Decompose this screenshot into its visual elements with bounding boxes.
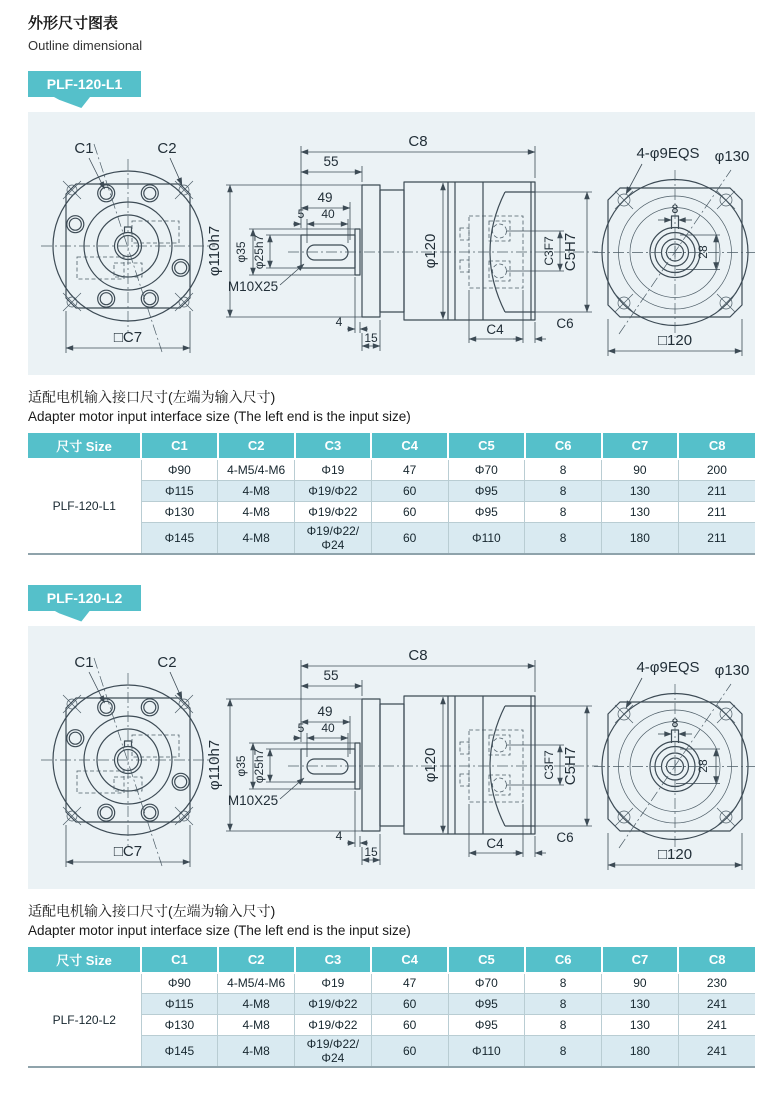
adapter-note-en: Adapter motor input interface size (The left end is the input size): [28, 409, 411, 424]
col-header-c3: C3: [295, 947, 372, 973]
dim-label-28: 28: [696, 758, 710, 773]
dim-label-c4: C4: [486, 835, 504, 851]
table-cell: 211: [678, 480, 755, 501]
table-cell: 241: [678, 994, 755, 1015]
dim-label-c8: C8: [408, 133, 428, 150]
table-cell: 8: [525, 480, 602, 501]
table-cell: Φ90: [141, 459, 218, 480]
table-cell: Φ110: [448, 1036, 525, 1068]
dim-label-phi35: φ35: [234, 754, 248, 777]
col-header-size: 尺寸 Size: [28, 433, 141, 459]
col-header-c2: C2: [218, 947, 295, 973]
table-cell: 47: [371, 973, 448, 994]
table-cell: Φ95: [448, 1015, 525, 1036]
model-badge: PLF-120-L2: [28, 585, 141, 611]
dim-label-15: 15: [364, 844, 378, 859]
dim-label-c7: □C7: [113, 329, 143, 346]
col-header-size: 尺寸 Size: [28, 947, 141, 973]
table-cell: 60: [371, 1036, 448, 1068]
table-cell: Φ145: [141, 522, 218, 554]
table-cell: 8: [525, 1015, 602, 1036]
dimension-table: [28, 433, 755, 555]
table-cell: Φ110: [448, 522, 525, 554]
header-row: [28, 947, 755, 973]
dim-label-8: 8: [671, 715, 679, 730]
table-cell: Φ95: [448, 501, 525, 522]
table-cell: Φ19/Φ22: [295, 994, 372, 1015]
table-cell: Φ70: [448, 973, 525, 994]
table-cell: 60: [371, 994, 448, 1015]
col-header-c7: C7: [602, 947, 679, 973]
outline-dimension-drawing: [28, 112, 755, 375]
table-cell: 8: [525, 994, 602, 1015]
col-header-c2: C2: [218, 433, 295, 459]
dim-label-c1: C1: [74, 140, 94, 157]
table-cell: Φ145: [141, 1036, 218, 1068]
col-header-c6: C6: [525, 433, 602, 459]
rear-view: [594, 145, 755, 356]
dim-label-c6: C6: [556, 829, 574, 845]
model-badge: PLF-120-L1: [28, 71, 141, 97]
dim-label-c3f7: C3F7: [542, 749, 556, 780]
drawing-panel: [28, 626, 755, 889]
dim-label-phi130: φ130: [714, 661, 750, 679]
section-plf-120-l2: [28, 583, 755, 1069]
table-cell: 4-M8: [218, 994, 295, 1015]
dim-label-c2: C2: [157, 140, 177, 157]
table-cell: Φ19: [295, 973, 372, 994]
dim-label-phi120: φ120: [422, 747, 439, 782]
col-header-c5: C5: [448, 947, 525, 973]
dim-label-phi130: φ130: [714, 148, 750, 165]
col-header-c3: C3: [295, 433, 372, 459]
dim-label-c5h7: C5H7: [562, 746, 579, 785]
table-cell: 211: [678, 522, 755, 554]
dim-label-c5h7: C5H7: [562, 232, 579, 272]
adapter-note-zh: 适配电机输入接口尺寸(左端为输入尺寸): [28, 389, 276, 405]
adapter-note-en: Adapter motor input interface size (The left end is the input size): [28, 922, 411, 938]
table-cell: 90: [602, 459, 679, 480]
dim-label-m10x25: M10X25: [227, 792, 279, 808]
table-cell: 4-M8: [218, 1036, 295, 1068]
table-cell: Φ19: [295, 459, 372, 480]
table-cell: Φ19/Φ22: [295, 480, 372, 501]
col-header-c8: C8: [678, 433, 755, 459]
dim-label-c6: C6: [556, 316, 574, 331]
dim-label-40: 40: [321, 207, 335, 221]
col-header-c4: C4: [371, 947, 448, 973]
dim-label-phi35: φ35: [234, 241, 248, 263]
table-cell: 8: [525, 522, 602, 554]
adapter-note-zh: 适配电机输入接口尺寸(左端为输入尺寸): [28, 902, 276, 919]
table-cell: 130: [602, 480, 679, 501]
table-cell: Φ19/Φ22/Φ24: [295, 1036, 372, 1068]
table-cell: 241: [678, 1015, 755, 1036]
table-row: [28, 973, 755, 994]
table-cell: Φ95: [448, 994, 525, 1015]
table-row: [28, 459, 755, 480]
dim-label-28: 28: [696, 245, 710, 259]
dim-label-49: 49: [317, 703, 333, 719]
table-cell: 90: [602, 973, 679, 994]
header-row: [28, 433, 755, 459]
table-cell: Φ70: [448, 459, 525, 480]
table-cell: Φ95: [448, 480, 525, 501]
dim-label-15: 15: [364, 331, 378, 345]
rear-view: [594, 659, 755, 870]
dimension-table: [28, 947, 755, 1069]
table-cell: 4-M8: [218, 480, 295, 501]
dim-label-phi25h7: φ25h7: [252, 234, 266, 270]
table-cell: 230: [678, 973, 755, 994]
table-cell: 4-M5/4-M6: [218, 459, 295, 480]
dim-label-8: 8: [671, 202, 679, 216]
side-view: [206, 133, 598, 351]
dim-label-c4: C4: [486, 322, 504, 337]
table-cell: 180: [602, 1036, 679, 1068]
table-cell: 180: [602, 522, 679, 554]
col-header-c1: C1: [141, 433, 218, 459]
table-cell: Φ130: [141, 1015, 218, 1036]
table-cell: 4-M5/4-M6: [218, 973, 295, 994]
page-subtitle: Outline dimensional: [28, 38, 143, 53]
table-cell: 60: [371, 480, 448, 501]
dim-label-55: 55: [323, 667, 339, 683]
col-header-c5: C5: [448, 433, 525, 459]
table-cell: 200: [678, 459, 755, 480]
dim-label-55: 55: [323, 154, 339, 169]
front-view: [41, 654, 215, 867]
outline-dimension-drawing: [28, 626, 755, 889]
dim-label-c7: □C7: [113, 842, 143, 860]
col-header-c4: C4: [371, 433, 448, 459]
table-cell: Φ115: [141, 994, 218, 1015]
table-cell: 211: [678, 501, 755, 522]
dim-label-5: 5: [297, 720, 305, 735]
table-cell: Φ115: [141, 480, 218, 501]
drawing-panel: [28, 112, 755, 375]
dim-label-49: 49: [317, 190, 333, 205]
dim-label-sq120: □120: [657, 845, 693, 863]
page-title: 外形尺寸图表: [28, 15, 119, 32]
table-cell: 4-M8: [218, 501, 295, 522]
table-cell: 8: [525, 459, 602, 480]
dim-label-phi120: φ120: [422, 233, 439, 269]
dim-label-m10x25: M10X25: [227, 279, 279, 294]
table-cell: 8: [525, 1036, 602, 1068]
table-cell: 130: [602, 501, 679, 522]
table-cell: Φ130: [141, 501, 218, 522]
table-cell: 8: [525, 973, 602, 994]
model-cell: PLF-120-L2: [28, 973, 141, 1068]
dim-label-phi110h7: φ110h7: [206, 225, 223, 277]
dim-label-40: 40: [321, 720, 335, 735]
dim-label-phi110h7: φ110h7: [206, 739, 223, 790]
table-cell: 60: [371, 501, 448, 522]
dim-label-4: 4: [335, 315, 343, 329]
table-cell: Φ19/Φ22: [295, 1015, 372, 1036]
section-plf-120-l1: [28, 69, 755, 555]
table-cell: 4-M8: [218, 522, 295, 554]
table-cell: 241: [678, 1036, 755, 1068]
table-cell: 47: [371, 459, 448, 480]
dim-label-c1: C1: [74, 653, 94, 671]
dim-label-c2: C2: [157, 653, 177, 671]
dim-label-5: 5: [297, 207, 305, 221]
dim-label-sq120: □120: [657, 332, 693, 349]
table-cell: Φ19/Φ22: [295, 501, 372, 522]
col-header-c8: C8: [678, 947, 755, 973]
table-cell: 8: [525, 501, 602, 522]
col-header-c6: C6: [525, 947, 602, 973]
dim-label-phi25h7: φ25h7: [252, 748, 266, 783]
dim-label-c8: C8: [408, 646, 428, 664]
table-cell: 130: [602, 1015, 679, 1036]
table-cell: 60: [371, 1015, 448, 1036]
dim-label-c3f7: C3F7: [542, 236, 556, 266]
table-cell: Φ19/Φ22/Φ24: [295, 522, 372, 554]
table-cell: 130: [602, 994, 679, 1015]
dim-label-4: 4: [335, 828, 343, 843]
dim-label-4phi9eqs: 4-φ9EQS: [636, 145, 700, 162]
table-cell: 60: [371, 522, 448, 554]
model-cell: PLF-120-L1: [28, 459, 141, 554]
side-view: [206, 647, 598, 865]
dim-label-4phi9eqs: 4-φ9EQS: [636, 658, 700, 676]
col-header-c7: C7: [602, 433, 679, 459]
front-view: [41, 140, 215, 353]
table-cell: Φ90: [141, 973, 218, 994]
table-cell: 4-M8: [218, 1015, 295, 1036]
col-header-c1: C1: [141, 947, 218, 973]
